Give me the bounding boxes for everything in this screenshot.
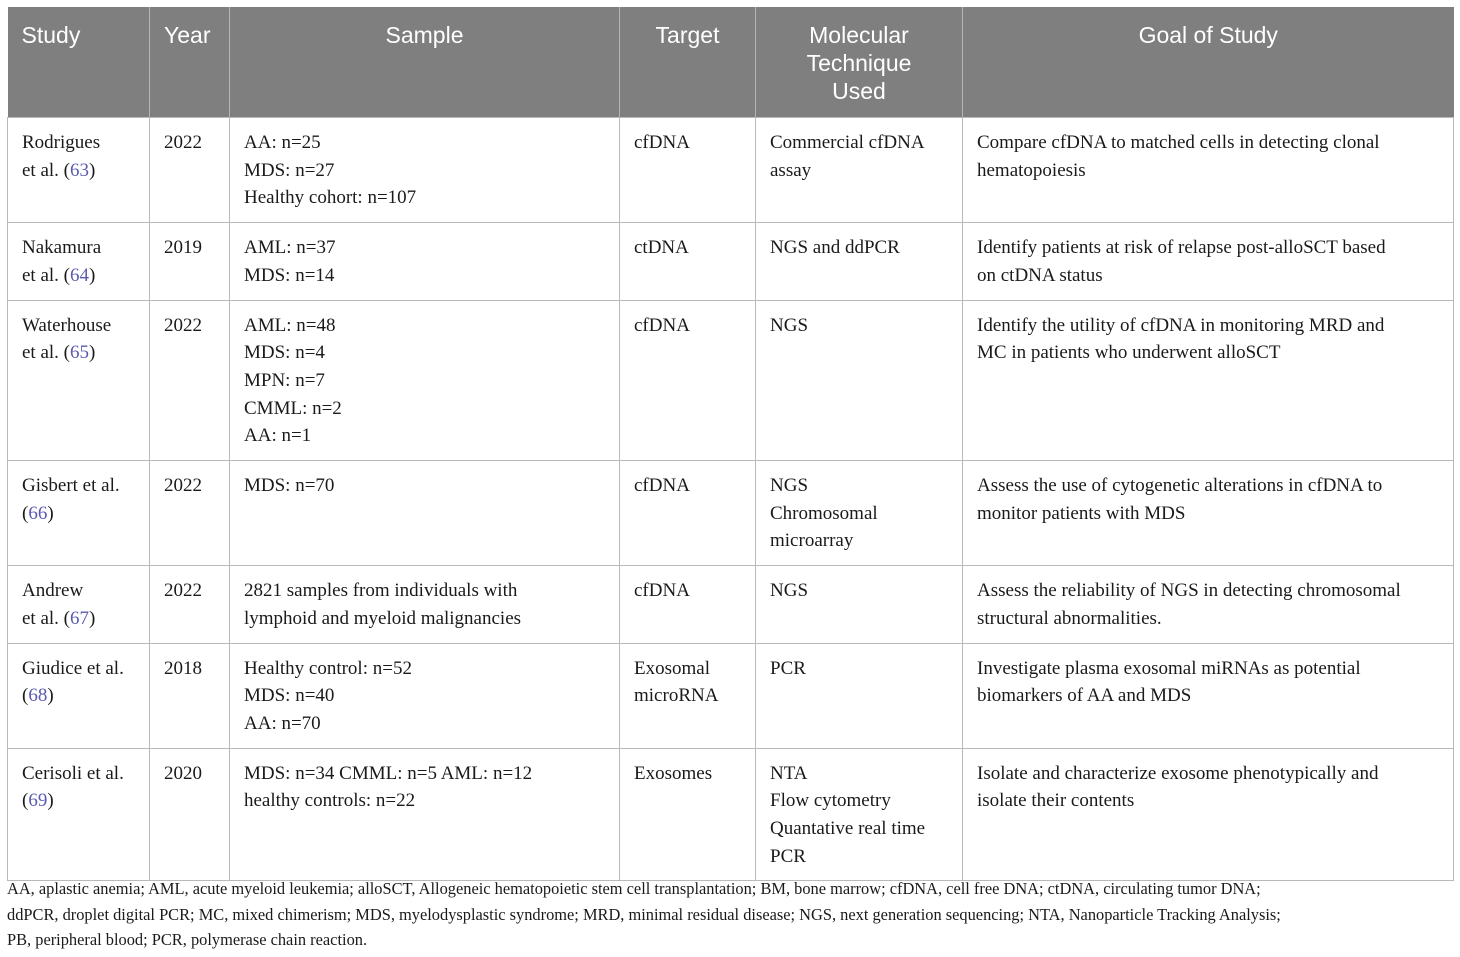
cell-goal bbox=[963, 643, 1454, 748]
cell-goal bbox=[963, 118, 1454, 223]
citation-prefix: et al. ( bbox=[22, 159, 71, 181]
goal-line: Isolate and characterize exosome phenotypically and bbox=[977, 762, 1379, 784]
footnote-line: ddPCR, droplet digital PCR; MC, mixed chimerism; MDS, myelodysplastic syndrome; MRD, minimal residual disease; NGS, next generation sequencing; NTA, Nanoparticle Tracking Analysis; bbox=[7, 904, 1281, 924]
cell-target bbox=[620, 643, 756, 748]
study-author: Giudice et al. bbox=[22, 657, 124, 679]
goal-line: hematopoiesis bbox=[977, 159, 1086, 181]
sample-line: Healthy control: n=52 bbox=[244, 657, 412, 679]
cell-sample bbox=[230, 300, 620, 461]
goal-line: Identify patients at risk of relapse post-alloSCT based bbox=[977, 237, 1386, 259]
cell-goal bbox=[963, 300, 1454, 461]
footnote-line: PB, peripheral blood; PCR, polymerase chain reaction. bbox=[7, 930, 368, 949]
cell-year: 2022 bbox=[150, 566, 230, 643]
target-line: microRNA bbox=[634, 685, 719, 707]
reference-link[interactable]: 67 bbox=[70, 607, 90, 629]
sample-line: AML: n=48 bbox=[244, 314, 336, 336]
sample-line: AA: n=1 bbox=[244, 425, 312, 447]
footnote-line: AA, aplastic anemia; AML, acute myeloid leukemia; alloSCT, Allogeneic hematopoietic stem cell transplantation; BM, bone marrow; cfDNA, cell free DNA; ctDNA, circulating tumor DNA; bbox=[7, 879, 1261, 898]
goal-line: on ctDNA status bbox=[977, 264, 1103, 286]
cell-sample bbox=[230, 643, 620, 748]
sample-line: 2821 samples from individuals with bbox=[244, 580, 518, 602]
cell-technique bbox=[756, 643, 963, 748]
study-author: Gisbert et al. bbox=[22, 475, 120, 497]
citation-prefix: ( bbox=[22, 502, 29, 524]
cell-technique bbox=[756, 461, 963, 566]
table-row bbox=[8, 461, 1454, 566]
goal-line: Assess the reliability of NGS in detecting chromosomal bbox=[977, 580, 1401, 602]
sample-line: MDS: n=14 bbox=[244, 264, 335, 286]
cell-year: 2019 bbox=[150, 223, 230, 300]
technique-line: NTA bbox=[770, 762, 808, 784]
sample-line: AA: n=25 bbox=[244, 132, 321, 153]
reference-link[interactable]: 65 bbox=[70, 342, 90, 364]
study-citation bbox=[22, 787, 135, 815]
cell-goal bbox=[963, 748, 1454, 881]
goal-line: Compare cfDNA to matched cells in detecting clonal bbox=[977, 132, 1380, 153]
study-author: Cerisoli et al. bbox=[22, 762, 124, 784]
cell-target bbox=[620, 300, 756, 461]
technique-line: NGS bbox=[770, 314, 809, 336]
reference-link[interactable]: 69 bbox=[28, 790, 48, 812]
header-target: Target bbox=[620, 7, 756, 118]
table-row bbox=[8, 748, 1454, 881]
cell-sample bbox=[230, 461, 620, 566]
target-line: ctDNA bbox=[634, 237, 689, 259]
citation-prefix: et al. ( bbox=[22, 607, 71, 629]
table-row bbox=[8, 223, 1454, 300]
study-citation bbox=[22, 605, 135, 633]
technique-line: Flow cytometry bbox=[770, 790, 891, 812]
target-line: Exosomes bbox=[634, 762, 713, 784]
target-line: cfDNA bbox=[634, 314, 690, 336]
citation-suffix: ) bbox=[89, 264, 96, 286]
technique-line: PCR bbox=[770, 845, 806, 867]
sample-line: CMML: n=2 bbox=[244, 397, 342, 419]
cell-target bbox=[620, 461, 756, 566]
study-author: Nakamura bbox=[22, 237, 102, 259]
sample-line: lymphoid and myeloid malignancies bbox=[244, 607, 522, 629]
cell-technique bbox=[756, 748, 963, 881]
reference-link[interactable]: 63 bbox=[70, 159, 90, 181]
reference-link[interactable]: 64 bbox=[70, 264, 90, 286]
sample-line: MDS: n=27 bbox=[244, 159, 335, 181]
goal-line: isolate their contents bbox=[977, 790, 1135, 812]
cell-study bbox=[8, 566, 150, 643]
technique-line: Quantative real time bbox=[770, 818, 926, 840]
citation-suffix: ) bbox=[47, 685, 54, 707]
cell-target bbox=[620, 748, 756, 881]
header-sample: Sample bbox=[230, 7, 620, 118]
goal-line: biomarkers of AA and MDS bbox=[977, 685, 1192, 707]
citation-suffix: ) bbox=[47, 790, 54, 812]
study-citation bbox=[22, 262, 135, 290]
cell-study bbox=[8, 461, 150, 566]
cell-year: 2022 bbox=[150, 118, 230, 223]
table-row bbox=[8, 643, 1454, 748]
citation-suffix: ) bbox=[47, 502, 54, 524]
sample-line: AML: n=37 bbox=[244, 237, 336, 259]
cell-technique bbox=[756, 118, 963, 223]
target-line: cfDNA bbox=[634, 580, 690, 602]
technique-line: Chromosomal bbox=[770, 502, 878, 524]
sample-line: AA: n=70 bbox=[244, 712, 321, 734]
citation-prefix: ( bbox=[22, 685, 29, 707]
study-citation bbox=[22, 339, 135, 367]
cell-study bbox=[8, 643, 150, 748]
goal-line: structural abnormalities. bbox=[977, 607, 1162, 629]
goal-line: MC in patients who underwent alloSCT bbox=[977, 342, 1281, 364]
cell-study bbox=[8, 300, 150, 461]
study-author: Andrew bbox=[22, 580, 84, 602]
cell-study bbox=[8, 118, 150, 223]
goal-line: Investigate plasma exosomal miRNAs as potential bbox=[977, 657, 1361, 679]
citation-prefix: et al. ( bbox=[22, 342, 71, 364]
cell-year: 2022 bbox=[150, 461, 230, 566]
cell-target bbox=[620, 566, 756, 643]
cell-year: 2018 bbox=[150, 643, 230, 748]
citation-prefix: ( bbox=[22, 790, 29, 812]
table-row bbox=[8, 118, 1454, 223]
sample-line: Healthy cohort: n=107 bbox=[244, 187, 417, 209]
cell-target bbox=[620, 118, 756, 223]
cell-technique bbox=[756, 223, 963, 300]
sample-line: MPN: n=7 bbox=[244, 369, 325, 391]
cell-goal bbox=[963, 223, 1454, 300]
citation-prefix: et al. ( bbox=[22, 264, 71, 286]
cell-year: 2022 bbox=[150, 300, 230, 461]
header-study: Study bbox=[8, 7, 150, 118]
cell-goal bbox=[963, 461, 1454, 566]
reference-link[interactable]: 66 bbox=[28, 502, 48, 524]
technique-line: microarray bbox=[770, 530, 854, 552]
technique-line: assay bbox=[770, 159, 812, 181]
table-container bbox=[7, 7, 1453, 881]
study-citation bbox=[22, 500, 135, 528]
goal-line: Assess the use of cytogenetic alterations in cfDNA to bbox=[977, 475, 1383, 497]
header-technique-line: Molecular bbox=[809, 22, 909, 48]
cell-year: 2020 bbox=[150, 748, 230, 881]
cell-sample bbox=[230, 748, 620, 881]
table-row bbox=[8, 300, 1454, 461]
table-row bbox=[8, 566, 1454, 643]
table-footnote bbox=[7, 876, 1453, 953]
cell-study bbox=[8, 748, 150, 881]
citation-suffix: ) bbox=[89, 342, 96, 364]
study-citation bbox=[22, 682, 135, 710]
study-author: Rodrigues bbox=[22, 132, 101, 153]
technique-line: NGS and ddPCR bbox=[770, 237, 900, 259]
sample-line: MDS: n=70 bbox=[244, 475, 335, 497]
header-technique-line: Technique bbox=[806, 50, 912, 76]
study-author: Waterhouse bbox=[22, 314, 112, 336]
sample-line: MDS: n=34 CMML: n=5 AML: n=12 bbox=[244, 762, 533, 784]
studies-table bbox=[7, 7, 1454, 881]
cell-goal bbox=[963, 566, 1454, 643]
header-technique-line: Used bbox=[832, 78, 886, 104]
cell-target bbox=[620, 223, 756, 300]
citation-suffix: ) bbox=[89, 607, 96, 629]
technique-line: NGS bbox=[770, 580, 809, 602]
target-line: cfDNA bbox=[634, 132, 690, 153]
technique-line: NGS bbox=[770, 475, 809, 497]
cell-sample bbox=[230, 566, 620, 643]
target-line: cfDNA bbox=[634, 475, 690, 497]
cell-technique bbox=[756, 566, 963, 643]
cell-sample bbox=[230, 223, 620, 300]
goal-line: Identify the utility of cfDNA in monitoring MRD and bbox=[977, 314, 1385, 336]
header-technique bbox=[756, 7, 963, 118]
table-header-row bbox=[8, 7, 1454, 118]
cell-technique bbox=[756, 300, 963, 461]
technique-line: Commercial cfDNA bbox=[770, 132, 925, 153]
sample-line: healthy controls: n=22 bbox=[244, 790, 416, 812]
cell-sample bbox=[230, 118, 620, 223]
reference-link[interactable]: 68 bbox=[28, 685, 48, 707]
header-year: Year bbox=[150, 7, 230, 118]
header-goal: Goal of Study bbox=[963, 7, 1454, 118]
technique-line: PCR bbox=[770, 657, 806, 679]
citation-suffix: ) bbox=[89, 159, 96, 181]
study-citation bbox=[22, 157, 135, 185]
goal-line: monitor patients with MDS bbox=[977, 502, 1186, 524]
target-line: Exosomal bbox=[634, 657, 710, 679]
sample-line: MDS: n=4 bbox=[244, 342, 325, 364]
sample-line: MDS: n=40 bbox=[244, 685, 335, 707]
cell-study bbox=[8, 223, 150, 300]
